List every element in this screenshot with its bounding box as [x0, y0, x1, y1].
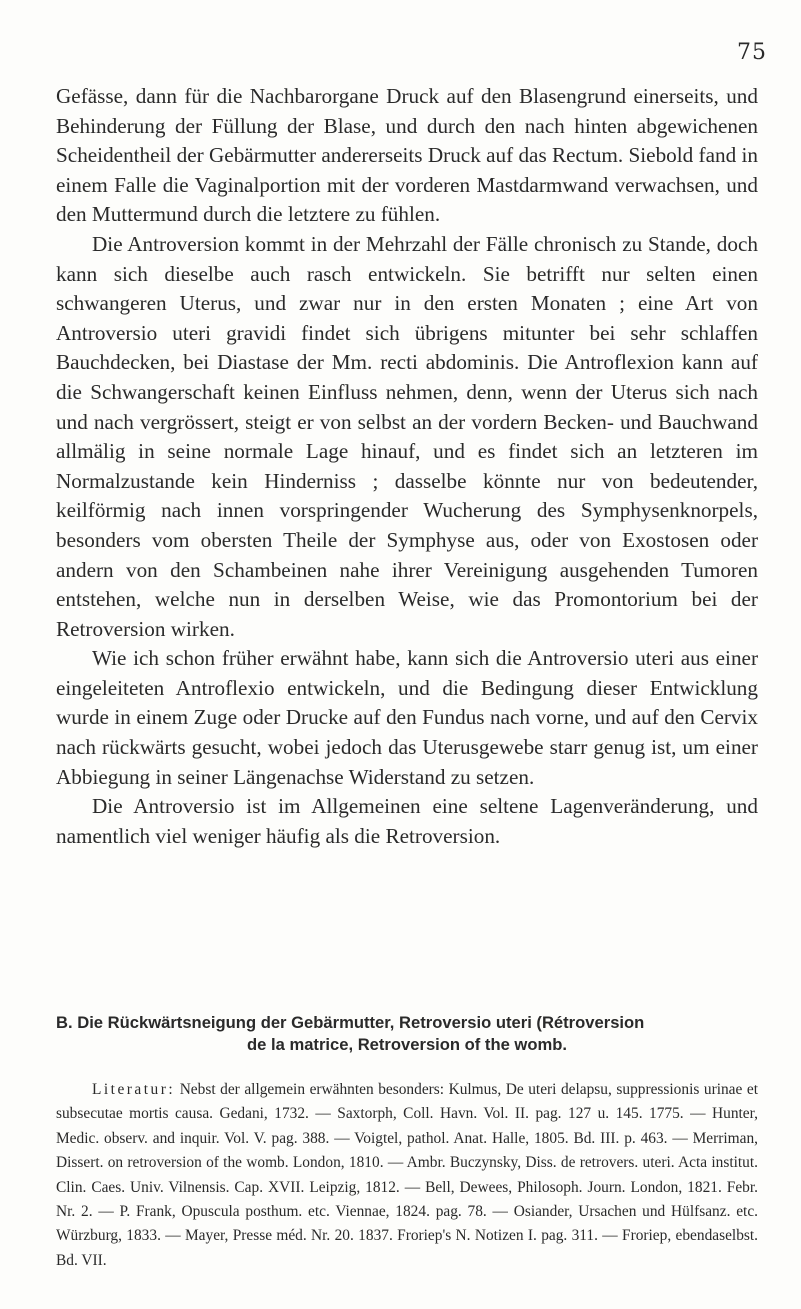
paragraph-antroversion-development: Wie ich schon früher erwähnt habe, kann sich die Antroversio uteri aus einer eingeleiteten Antroflexio entwickeln, und die Bedingung dieser Entwicklung wurde in einem Zuge oder Drucke auf den Fundus nach vorne, und auf den Cervix nach rückwärts gesucht, wobei jedoch das Uterusgewebe starr genug ist, um einer Abbiegung in seiner Längenachse Widerstand zu setzen. — [56, 646, 758, 789]
body-text — [56, 82, 758, 851]
section-heading — [56, 1012, 758, 1056]
literature-block — [56, 1078, 758, 1273]
paragraph-continuation: Gefässe, dann für die Nachbarorgane Druck auf den Blasengrund einerseits, und Behinderung der Füllung der Blase, und durch den nach hinten abgewichenen Scheidentheil der Gebärmutter andererseits Druck auf das Rectum. Siebold fand in einem Falle die Vaginalportion mit der vorderen Mastdarmwand verwachsen, und den Muttermund durch die letztere zu fühlen. — [56, 84, 758, 227]
literature-references: Nebst der allgemein erwähnten besonders: Kulmus, De uteri delapsu, suppressionis urinae et subsecutae mortis causa. Gedani, 1732. — Saxtorph, Coll. Havn. Vol. II. pag. 127 u. 145. 1775. — Hunter, Medic. observ. and inquir. Vol. V. pag. 388. — Voigtel, pathol. Anat. Halle, 1805. Bd. III. p. 463. — Merriman, Dissert. on retroversion of the womb. London, 1810. — Ambr. Buczynsky, Diss. de retrovers. uteri. Acta institut. Clin. Caes. Univ. Vilnensis. Cap. XVII. Leipzig, 1812. — Bell, Dewees, Philosoph. Journ. London, 1821. Febr. Nr. 2. — P. Frank, Opuscula posthum. etc. Viennae, 1824. pag. 78. — Osiander, Ursachen und Hülfsanz. etc. Würzburg, 1833. — Mayer, Presse méd. Nr. 20. 1837. Froriep's N. Notizen I. pag. 311. — Froriep, ebendaselbst. Bd. VII. — [56, 1081, 758, 1269]
page-number: 75 — [737, 40, 767, 65]
literature-label: Literatur: — [92, 1081, 176, 1098]
section-heading-line-1: B. Die Rückwärtsneigung der Gebärmutter, Retroversio uteri (Rétroversion — [56, 1013, 645, 1032]
literature-paragraph — [56, 1078, 758, 1273]
paragraph-antroversion-summary: Die Antroversio ist im Allgemeinen eine seltene Lagenveränderung, und namentlich viel weniger häufig als die Retroversion. — [56, 794, 758, 848]
paragraph-antroversion-origin: Die Antroversion kommt in der Mehrzahl der Fälle chronisch zu Stande, doch kann sich dieselbe auch rasch entwickeln. Sie betrifft nur selten einen schwangeren Uterus, und zwar nur in den ersten Monaten ; eine Art von Antroversio uteri gravidi findet sich übrigens mitunter bei sehr schlaffen Bauchdecken, bei Diastase der Mm. recti abdominis. Die Antroflexion kann auf die Schwangerschaft keinen Einfluss nehmen, denn, wenn der Uterus sich nach und nach vergrössert, steigt er von selbst an der vordern Becken- und Bauchwand allmälig in seine normale Lage hinauf, und es findet sich an letzteren im Normalzustande kein Hinderniss ; dasselbe könnte nur von bedeutender, keilförmig nach innen vorspringender Wucherung des Symphysenknorpels, besonders vom obersten Theile der Symphyse aus, oder von Exostosen oder andern von den Schambeinen nahe ihrer Vereinigung ausgehenden Tumoren entstehen, welche nun in derselben Weise, wie das Promontorium bei der Retroversion wirken. — [56, 231, 758, 641]
section-heading-line-2: de la matrice, Retroversion of the womb. — [247, 1035, 567, 1054]
